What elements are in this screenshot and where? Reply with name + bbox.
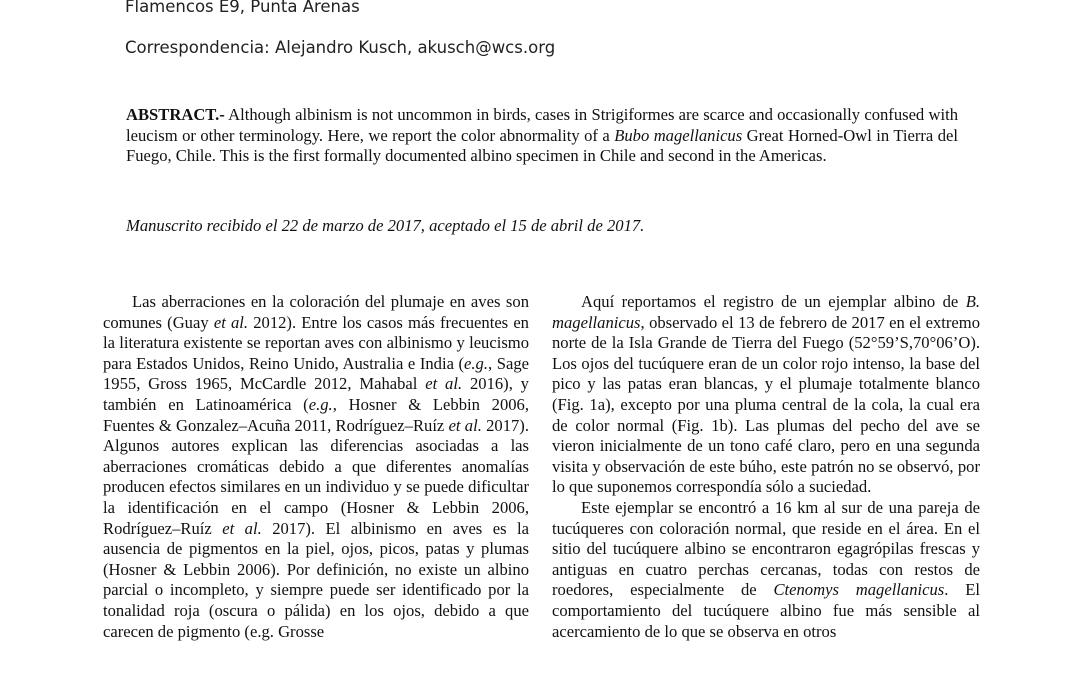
abstract-label: ABSTRACT.-	[126, 105, 225, 124]
text-run: Este ejemplar se encontró a 16 km al sur de una pareja de tucúqueres con coloración normal, que reside en el área. En el sitio del tucúquere albino se encontraron egagrópilas frescas y antiguas en cuatro perchas cercanas, todas con restos de roedores, especialmente de	[552, 497, 980, 600]
paragraph	[552, 292, 980, 498]
text-run-italic: et al.	[425, 374, 463, 394]
text-run-italic: e.g.	[308, 394, 333, 414]
text-run: Aquí reportamos el registro de un ejemplar albino de	[581, 292, 966, 311]
paragraph	[552, 498, 980, 642]
body-column-left	[103, 292, 529, 642]
text-run-italic: Ctenomys magellanicus	[773, 580, 945, 600]
text-run-italic: et al.	[222, 518, 262, 538]
body-column-right	[552, 292, 980, 642]
paragraph	[103, 292, 529, 642]
correspondence-label: Correspondencia:	[125, 38, 275, 57]
species-name: Bubo magellanicus	[614, 125, 743, 145]
manuscript-received-note: Manuscrito recibido el 22 de marzo de 2017, aceptado el 15 de abril de 2017.	[126, 216, 645, 235]
author-affiliation: Flamencos E9, Punta Arenas	[125, 0, 360, 16]
text-run: 2017). El albinismo en aves es la ausencia de pigmentos en la piel, ojos, picos, patas y plumas (Hosner & Lebbin 2006). Por definición, no existe un albino parcial o incompleto, y siempre puede ser identificado por la tonalidad roja (oscura o pálida) en los ojos, debido a que carecen de pigmento (e.g. Grosse	[103, 518, 529, 641]
abstract-block	[126, 105, 958, 167]
text-run: , observado el 13 de febrero de 2017 en el extremo norte de la Isla Grande de Tierra del Fuego (52°59’S,70°06’O). Los ojos del tucúquere eran de un color rojo intenso, la base del pico y las patas eran blancas, y el plumaje totalmente blanco (Fig. 1a), excepto por una pluma central de la cola, la cual era de color normal (Fig. 1b). Las plumas del pecho del ave se vieron inicialmente de un tono café claro, pero en una segunda visita y observación de este búho, este patrón no se observó, por lo que suponemos correspondía sólo a suciedad.	[552, 312, 980, 497]
abstract-text: Although albinism is not uncommon in birds, cases in Strigiformes are scarce and occasionally confused with leucism or other terminology. Here, we report the color abnormality of a	[126, 105, 958, 145]
text-run: , Sage 1955, Gross 1965, McCardle 2012, Mahabal	[103, 353, 529, 394]
text-run: 2012). Entre los casos más frecuentes en la literatura existente se reportan aves con albinismo y leucismo para Estados Unidos, Reino Unido, Australia e India (	[103, 312, 529, 373]
correspondence-contact: Alejandro Kusch, akusch@wcs.org	[274, 38, 556, 57]
text-run-italic: et al.	[213, 312, 249, 332]
text-run-italic: B. magellanicus	[552, 292, 980, 332]
text-run: . El comportamiento del tucúquere albino fue más sensible al acercamiento de lo que se observa en otros	[552, 580, 980, 641]
correspondence-line	[125, 38, 555, 57]
text-run: Las aberraciones en la coloración del plumaje en aves son comunes (Guay	[103, 292, 529, 332]
text-run: 2016), y también en Latinoamérica (	[103, 374, 529, 414]
text-run: , Hosner & Lebbin 2006, Fuentes & Gonzalez–Acuña 2011, Rodríguez–Ruíz	[103, 394, 530, 435]
text-run-italic: e.g.	[464, 353, 489, 373]
abstract-text: Great Horned-Owl in Tierra del Fuego, Chile. This is the first formally documented albino specimen in Chile and second in the Americas.	[126, 125, 958, 166]
text-run: 2017). Algunos autores explican las diferencias asociadas a las aberraciones cromáticas debido a que diferentes anomalías producen efectos similares en un individuo y se puede dificultar la identificación en el campo (Hosner & Lebbin 2006, Rodríguez–Ruíz	[103, 415, 529, 538]
text-run-italic: et al.	[448, 415, 482, 435]
